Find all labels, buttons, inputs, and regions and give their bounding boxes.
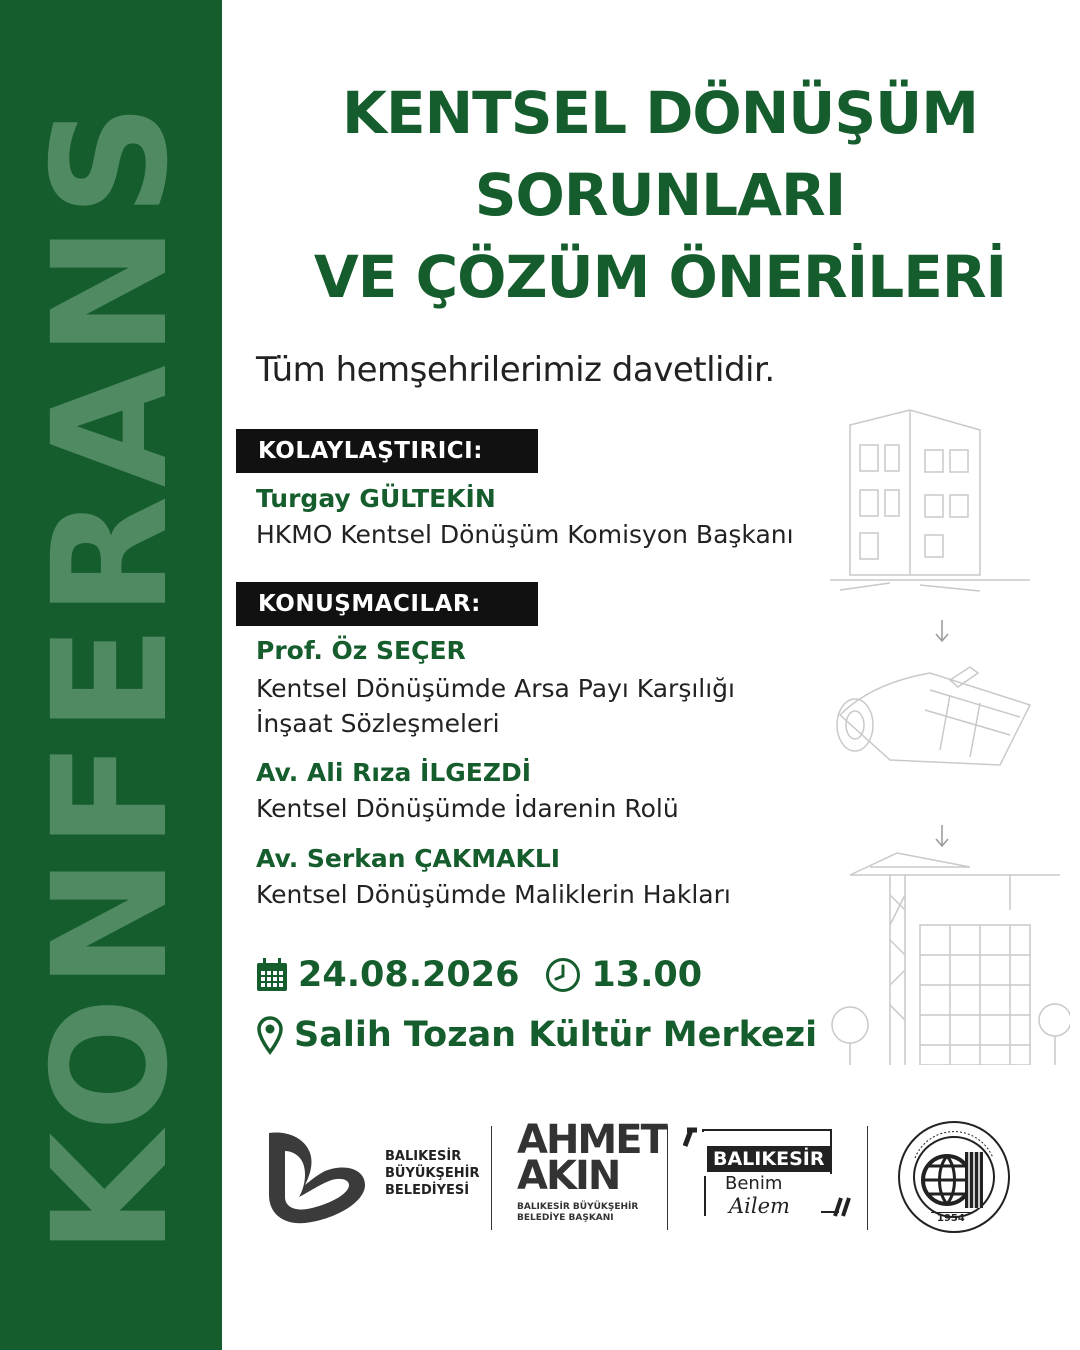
- slogan-line-1: BALIKESİR: [713, 1148, 825, 1170]
- invitation-text: Tüm hemşehrilerimiz davetlidir.: [256, 350, 775, 390]
- old-building-sketch: [830, 410, 1030, 591]
- facilitator-name: Turgay GÜLTEKİN: [256, 484, 496, 513]
- mayor-name-logo: [517, 1117, 666, 1199]
- speaker-3-topic: Kentsel Dönüşümde Maliklerin Hakları: [256, 880, 731, 909]
- location-pin-icon: [256, 1015, 284, 1055]
- speaker-1-topic-line-1: Kentsel Dönüşümde Arsa Payı Karşılığı: [256, 674, 735, 703]
- sidebar-banner: [0, 0, 222, 1350]
- municipality-heart-logo: [255, 1123, 375, 1233]
- municipality-name: [385, 1148, 479, 1199]
- slogan-line-2: Benim: [725, 1173, 783, 1194]
- municipality-name-line-1: BALIKESİR: [385, 1149, 462, 1164]
- date-time-row: [256, 955, 702, 995]
- slogan-line-3: Ailem: [729, 1194, 790, 1218]
- facilitator-role: HKMO Kentsel Dönüşüm Komisyon Başkanı: [256, 520, 794, 549]
- mayor-title: [517, 1202, 638, 1224]
- construction-crane-sketch: [832, 853, 1070, 1065]
- down-arrow-icon: [936, 620, 948, 641]
- event-title: [240, 72, 1080, 318]
- event-date: 24.08.2026: [298, 955, 520, 995]
- chamber-founding-year: 1954: [931, 1212, 971, 1225]
- speakers-label: KONUŞMACILAR:: [236, 582, 538, 626]
- speaker-2-name: Av. Ali Rıza İLGEZDİ: [256, 758, 532, 787]
- sidebar-vertical-word: KONFERANS: [19, 95, 203, 1255]
- mayor-title-line-2: BELEDİYE BAŞKANI: [517, 1213, 614, 1223]
- municipality-name-line-2: BÜYÜKŞEHİR: [385, 1166, 480, 1181]
- clock-icon: [545, 957, 581, 993]
- down-arrow-icon: [936, 825, 948, 846]
- municipality-name-line-3: BELEDİYESİ: [385, 1183, 470, 1198]
- facilitator-label: KOLAYLAŞTIRICI:: [236, 429, 538, 473]
- urban-transformation-sketch-illustration: [830, 405, 1070, 1065]
- logo-divider: [667, 1126, 668, 1230]
- blueprint-roll-sketch: [837, 667, 1030, 765]
- event-time: 13.00: [591, 955, 703, 995]
- title-line-2: SORUNLARI: [474, 161, 846, 229]
- calendar-icon: [256, 958, 288, 992]
- title-line-3: VE ÇÖZÜM ÖNERİLERİ: [313, 243, 1007, 311]
- speaker-2-topic: Kentsel Dönüşümde İdarenin Rolü: [256, 794, 679, 823]
- mayor-name-line-2: AKIN: [517, 1153, 620, 1199]
- logo-divider: [491, 1126, 492, 1230]
- event-venue: Salih Tozan Kültür Merkezi: [294, 1015, 818, 1055]
- title-line-1: KENTSEL DÖNÜŞÜM: [342, 79, 978, 147]
- speaker-3-name: Av. Serkan ÇAKMAKLI: [256, 844, 561, 873]
- venue-row: [256, 1015, 817, 1055]
- speaker-1-topic-line-2: İnşaat Sözleşmeleri: [256, 709, 500, 738]
- logo-divider: [867, 1126, 868, 1230]
- speaker-1-name: Prof. Öz SEÇER: [256, 636, 466, 665]
- sponsor-logos: [255, 1118, 1055, 1238]
- mayor-title-line-1: BALIKESİR BÜYÜKŞEHİR: [517, 1202, 639, 1212]
- mayor-name-line-1: AHMET: [517, 1117, 666, 1163]
